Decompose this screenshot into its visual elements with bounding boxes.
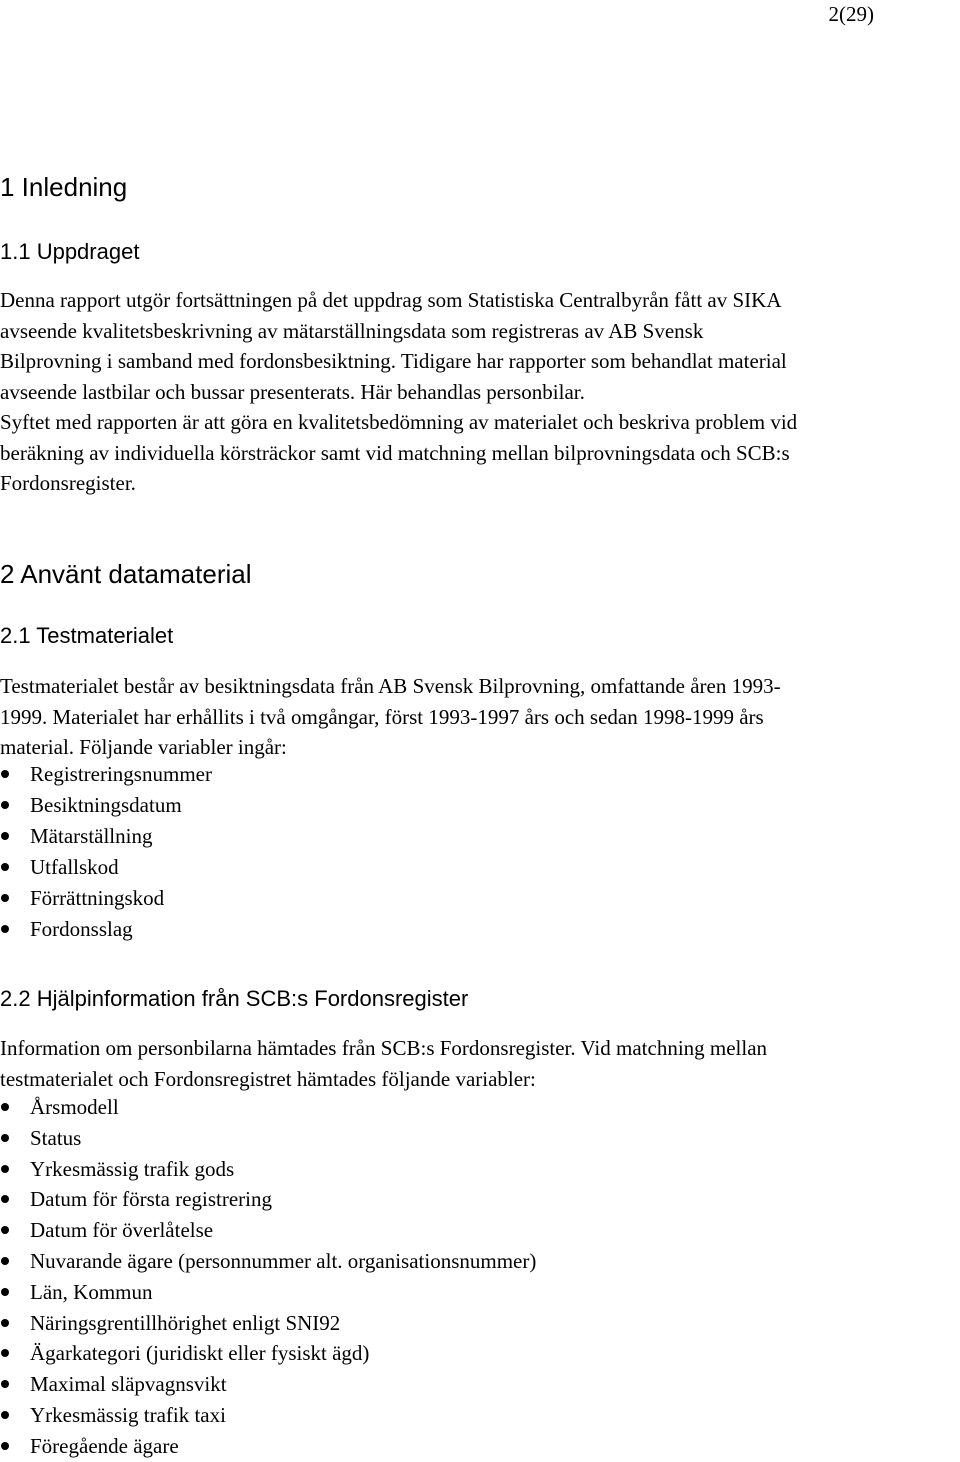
list-item-label: Besiktningsdatum xyxy=(30,793,182,817)
bullet-icon xyxy=(1,1103,9,1111)
bullet-icon xyxy=(1,1349,9,1357)
page-number: 2(29) xyxy=(828,2,874,26)
uppdraget-line: Fordonsregister. xyxy=(0,471,136,495)
hjalpinformation-line: testmaterialet och Fordonsregistret hämtades följande variabler: xyxy=(0,1066,536,1091)
variable-list-testmaterial xyxy=(0,759,212,945)
testmaterialet-line: Testmaterialet består av besiktningsdata från AB Svensk Bilprovning, omfattande åren 1993- xyxy=(0,674,781,698)
uppdraget-line: Syftet med rapporten är att göra en kvalitetsbedömning av materialet och beskriva problem vid xyxy=(0,410,798,434)
list-item xyxy=(0,852,212,883)
list-item xyxy=(0,1338,536,1369)
heading-uppdraget: 1.1 Uppdraget xyxy=(0,239,140,264)
bullet-icon xyxy=(1,1226,9,1234)
testmaterialet-line: 1999. Materialet har erhållits i två omgångar, först 1993-1997 års och sedan 1998-1999 års xyxy=(0,704,764,729)
list-item xyxy=(0,1277,536,1308)
list-item-label: Förrättningskod xyxy=(30,886,165,910)
bullet-icon xyxy=(1,1288,9,1296)
list-item xyxy=(0,1431,536,1462)
list-item-label: Fordonsslag xyxy=(30,917,133,941)
list-item xyxy=(0,821,212,852)
list-item-label: Datum för överlåtelse xyxy=(30,1218,214,1243)
uppdraget-line: avseende lastbilar och bussar presenterats. Här behandlas personbilar. xyxy=(0,379,585,404)
bullet-icon xyxy=(1,801,9,809)
list-item xyxy=(0,1123,536,1154)
uppdraget-line: beräkning av individuella körsträckor samt vid matchning mellan bilprovningsdata och SCB:s xyxy=(0,440,790,465)
list-item-label: Maximal släpvagnsvikt xyxy=(30,1372,227,1397)
paragraph-testmaterialet xyxy=(0,671,960,763)
heading-inledning: 1 Inledning xyxy=(0,172,128,202)
list-item-label: Yrkesmässig trafik gods xyxy=(30,1156,235,1181)
bullet-icon xyxy=(1,1257,9,1265)
bullet-icon xyxy=(1,1442,9,1450)
list-item-label: Mätarställning xyxy=(30,824,153,848)
bullet-icon xyxy=(1,1411,9,1419)
list-item-label: Nuvarande ägare (personnummer alt. organisationsnummer) xyxy=(30,1248,537,1273)
list-item-label: Årsmodell xyxy=(30,1095,119,1119)
list-item xyxy=(0,759,212,790)
heading-anvant-datamaterial: 2 Använt datamaterial xyxy=(0,559,252,589)
list-item-label: Datum för första registrering xyxy=(30,1187,273,1212)
list-item-label: Yrkesmässig trafik taxi xyxy=(30,1402,226,1427)
paragraph-hjalpinformation xyxy=(0,1033,960,1094)
list-item xyxy=(0,790,212,821)
list-item-label: Näringsgrentillhörighet enligt SNI92 xyxy=(30,1310,341,1335)
bullet-icon xyxy=(1,1134,9,1142)
bullet-icon xyxy=(1,1380,9,1388)
list-item-label: Status xyxy=(30,1125,82,1150)
bullet-icon xyxy=(1,1165,9,1173)
paragraph-uppdraget xyxy=(0,285,960,499)
bullet-icon xyxy=(1,832,9,840)
uppdraget-line: Bilprovning i samband med fordonsbesiktning. Tidigare har rapporter som behandlat material xyxy=(0,349,787,373)
uppdraget-line: avseende kvalitetsbeskrivning av mätarställningsdata som registreras av AB Svensk xyxy=(0,318,704,343)
list-item-label: Utfallskod xyxy=(30,855,119,879)
list-item xyxy=(0,1246,536,1277)
heading-testmaterialet: 2.1 Testmaterialet xyxy=(0,623,174,648)
list-item xyxy=(0,1308,536,1339)
list-item xyxy=(0,883,212,914)
list-item-label: Föregående ägare xyxy=(30,1433,179,1458)
heading-hjalpinformation: 2.2 Hjälpinformation från SCB:s Fordonsregister xyxy=(0,986,469,1011)
hjalpinformation-line: Information om personbilarna hämtades från SCB:s Fordonsregister. Vid matchning mellan xyxy=(0,1036,768,1060)
bullet-icon xyxy=(1,925,9,933)
bullet-icon xyxy=(1,770,9,778)
list-item xyxy=(0,1184,536,1215)
list-item xyxy=(0,1154,536,1185)
bullet-icon xyxy=(1,1319,9,1327)
list-item xyxy=(0,1400,536,1431)
bullet-icon xyxy=(1,894,9,902)
list-item xyxy=(0,1369,536,1400)
list-item-label: Län, Kommun xyxy=(30,1279,153,1304)
testmaterialet-line: material. Följande variabler ingår: xyxy=(0,735,287,759)
list-item-label: Ägarkategori (juridiskt eller fysiskt ägd) xyxy=(30,1341,370,1366)
uppdraget-line: Denna rapport utgör fortsättningen på det uppdrag som Statistiska Centralbyrån fått av SIKA xyxy=(0,288,782,312)
variable-list-fordonsregister xyxy=(0,1092,536,1462)
list-item xyxy=(0,914,212,945)
bullet-icon xyxy=(1,863,9,871)
list-item-label: Registreringsnummer xyxy=(30,762,212,786)
list-item xyxy=(0,1092,536,1123)
bullet-icon xyxy=(1,1195,9,1203)
list-item xyxy=(0,1215,536,1246)
